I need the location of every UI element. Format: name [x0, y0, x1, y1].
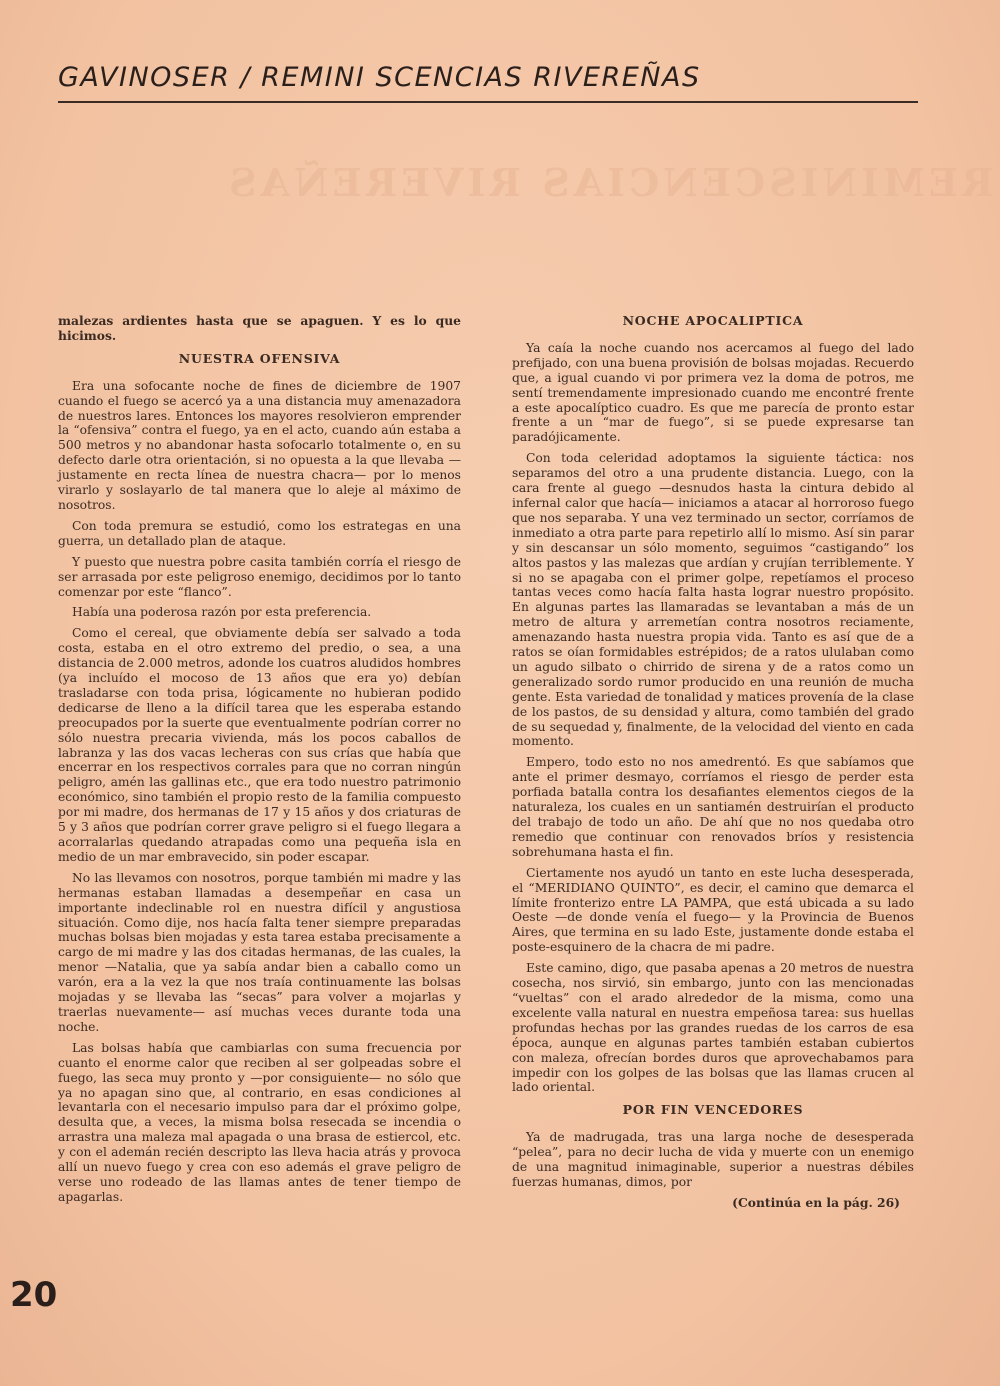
paragraph: Con toda premura se estudió, como los estrategas en una guerra, un detallado plan de ataque. [58, 518, 461, 548]
header-rule [58, 101, 918, 103]
paragraph: Empero, todo esto no nos amedrentó. Es que sabíamos que ante el primer desmayo, corríamos el riesgo de perder esta porfiada batalla contra los desafiantes elementos ciegos de la naturaleza, los cuales en un santiamén destruirían el producto del trabajo de todo un año. De ahí que no nos quedaba otro remedio que continuar con renovados bríos y resistencia sobrehumana hasta el fin. [512, 755, 914, 859]
section-heading-noche-apocaliptica: NOCHE APOCALIPTICA [622, 313, 804, 328]
paragraph: Con toda celeridad adoptamos la siguiente táctica: nos separamos del otro a una prudente distancia. Luego, con la cara frente al guego —desnudos hasta la cintura debido al infernal calor que hacía— iniciamos a atacar al horroroso fuego que nos separaba. Y una vez terminado un sector, corríamos de inmediato a otra parte para repetirlo allí lo mismo. Así sin parar y sin descansar un sólo momento, seguimos “castigando” los altos pastos y las malezas que ardían y crujían terriblemente. Y si no se apagaba con el primer golpe, repetíamos el proceso tantas veces como hacía falta hasta lograr nuestro propósito. En algunas partes las llamaradas se levantaban a más de un metro de altura y arremetían contra nosotros reciamente, amenazando hasta nuestra propia vida. Tanto es así que de a ratos se oían formidables estrépidos; de a ratos ululaban como un agudo silbato o chirrido de sirena y de a ratos como un generalizado sordo rumor producido en una reunión de mucha gente. Esta variedad de tonalidad y matices provenía de la clase de los pastos, de su densidad y altura, como también del grado de su sequedad y, finalmente, de la velocidad del viento en cada momento. [512, 451, 914, 749]
right-column [512, 314, 914, 1211]
section-heading-por-fin-vencedores: POR FIN VENCEDORES [622, 1102, 804, 1118]
paragraph: malezas ardientes hasta que se apaguen. Y es lo que hicimos. [58, 313, 461, 343]
page-number: 20 [10, 1275, 58, 1315]
paragraph: Las bolsas había que cambiarlas con suma frecuencia por cuanto el enorme calor que reciben al ser golpeadas sobre el fuego, las seca muy pronto y —por consiguiente— no sólo que ya no apagan sino que, al contrario, en esas condiciones al levantarla con el necesario impulso para dar el próximo golpe, desulta que, a veces, la misma bolsa resecada se incendia o arrastra una maleza mal apagada o una brasa de estiercol, etc. y con el ademán recién descripto las lleva hacia atrás y provoca allí un nuevo fuego y crea con eso además el grave peligro de verse uno rodeado de las llamas antes de tener tiempo de apagarlas. [58, 1040, 461, 1204]
left-column [58, 314, 461, 1211]
paragraph: Ya de madrugada, tras una larga noche de desesperada “pelea”, para no decir lucha de vida y muerte con un enemigo de una magnitud inimaginable, superior a nuestras débiles fuerzas humanas, dimos, por [512, 1130, 914, 1189]
paragraph: No las llevamos con nosotros, porque también mi madre y las hermanas estaban llamadas a desempeñar en casa un importante indeclinable rol en nuestra difícil y angustiosa situación. Como dije, nos hacía falta tener siempre preparadas muchas bolsas bien mojadas y esta tarea estaba precisamente a cargo de mi madre y las dos citadas hermanas, de las cuales, la menor —Natalia, que ya sabía andar bien a caballo como un varón, era a la vez la que nos traía continuamente las bolsas mojadas y se llevaba las “secas” para volver a mojarlas y traerlas nuevamente— así muchas veces durante toda una noche. [58, 870, 461, 1034]
running-header: GAVINOSER / REMINI SCENCIAS RIVEREÑAS [58, 62, 701, 93]
paragraph: Era una sofocante noche de fines de diciembre de 1907 cuando el fuego se acercó ya a una distancia muy amenazadora de nuestros lares. Entonces los mayores resolvieron emprender la “ofensiva” contra el fuego, ya en el acto, cuando aún estaba a 500 metros y no abandonar hasta sofocarlo totalmente o, en su defecto darle otra orientación, si no opuesta a la que llevaba —justamente en recta línea de nuestra chacra— por lo menos virarlo y soslayarlo de tal manera que lo aleje al máximo de nosotros. [58, 378, 461, 512]
paragraph: Este camino, digo, que pasaba apenas a 20 metros de nuestra cosecha, nos sirvió, sin embargo, junto con las mencionadas “vueltas” con el arado alrededor de la misma, como una excelente valla natural en nuestra empeñosa tarea: sus huellas profundas hechas por las grandes ruedas de los carros de esa época, aunque en algunas partes también estaban cubiertos con maleza, ofrecían bordes duros que aprovechabamos para impedir con los golpes de las bolsas que las llamas crucen al lado oriental. [512, 961, 914, 1095]
paragraph: Había una poderosa razón por esta preferencia. [72, 605, 372, 620]
show-through-text: REMINISCENCIAS RIVEREÑAS [225, 160, 994, 205]
continued-note: (Continúa en la pág. 26) [732, 1194, 900, 1210]
paragraph: Y puesto que nuestra pobre casita también corría el riesgo de ser arrasada por este peligroso enemigo, decidimos por lo tanto comenzar por este “flanco”. [58, 554, 461, 599]
paragraph: Como el cereal, que obviamente debía ser salvado a toda costa, estaba en el otro extremo del predio, o sea, a una distancia de 2.000 metros, adonde los cuatros aludidos hombres (ya incluído el mocoso de 13 años que era yo) debían trasladarse con toda prisa, lógicamente no hubieran podido dedicarse de lleno a la difícil tarea que les esperaba estando preocupados por la suerte que eventualmente podrían correr no sólo nuestra precaria vivienda, más los pocos caballos de labranza y las dos vacas lecheras con sus crías que había que encerrar en los respectivos corrales para que no corran ningún peligro, amén las gallinas etc., que era todo nuestro patrimonio económico, sino también el propio resto de la familia compuesto por mi madre, dos hermanas de 17 y 15 años y dos criaturas de 5 y 3 años que podrían correr grave peligro si el fuego llegara a acorralarlas quedando atrapadas como una pequeña isla en medio de un mar embravecido, sin poder escapar. [58, 626, 461, 864]
paragraph: Ya caía la noche cuando nos acercamos al fuego del lado prefijado, con una buena provisión de bolsas mojadas. Recuerdo que, a igual cuando vi por primera vez la doma de potros, me sentí tremendamente impresionado cuando me encontré frente a este apocalíptico cuadro. Es que me parecía de pronto estar frente a un “mar de fuego”, si se puede expresarse tan paradójicamente. [512, 340, 914, 445]
paragraph: Ciertamente nos ayudó un tanto en este lucha desesperada, el “MERIDIANO QUINTO”, es decir, el camino que demarca el límite fronterizo entre LA PAMPA, que está ubicada a su lado Oeste —de donde venía el fuego— y la Provincia de Buenos Aires, que termina en su lado Este, justamente donde estaba el poste-esquinero de la chacra de mi padre. [512, 865, 914, 955]
section-heading-nuestra-ofensiva: NUESTRA OFENSIVA [178, 350, 341, 366]
